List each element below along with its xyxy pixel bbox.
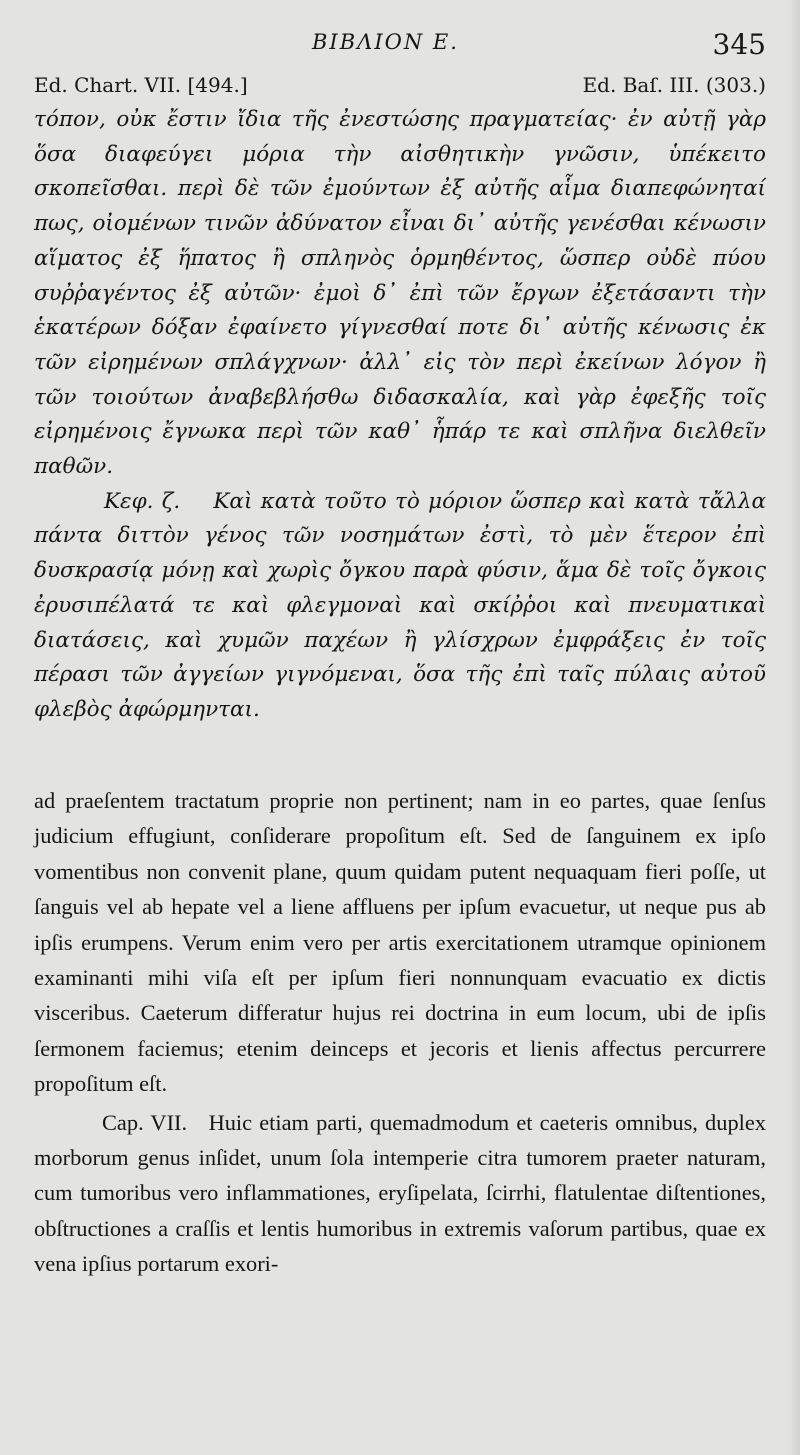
book-title: BIBΛΙΟΝ Ε. bbox=[312, 30, 459, 54]
running-header bbox=[0, 28, 800, 68]
greek-chapter-label: Κεφ. ζ. bbox=[104, 488, 181, 514]
greek-text-block bbox=[34, 103, 766, 728]
greek-paragraph: τόπον, οὐκ ἔστιν ἴδια τῆς ἐνεστώσης πραγματείας· ἐν αὐτῇ γὰρ ὅσα διαφεύγει μόρια τὴν αἰσθητικὴν γνῶσιν, ὑπέκειτο σκοπεῖσθαι. περὶ δὲ τῶν ἐμούντων ἐξ αὐτῆς αἷμα διαπεφώνηταί πως, οἰομένων τινῶν ἀδύνατον εἶναι δι᾽ αὐτῆς γενέσθαι κένωσιν αἵματος ἐξ ἥπατος ἢ σπληνὸς ὁρμηθέντος, ὥσπερ οὐδὲ πύου συῤῥαγέντος ἐξ αὐτῶν· ἐμοὶ δ᾽ ἐπὶ τῶν ἔργων ἐξετάσαντι τὴν ἑκατέρων δόξαν ἐφαίνετο γίγνεσθαί ποτε δι᾽ αὐτῆς κένωσις ἐκ τῶν εἰρημένων σπλάγχνων· ἀλλ᾽ εἰς τὸν περὶ ἐκείνων λόγον ἢ τῶν τοιούτων ἀναβεβλήσθω διδασκαλία, καὶ γὰρ ἐφεξῆς τοῖς εἰρημένοις ἔγνωκα περὶ τῶν καθ᾽ ἧπάρ τε καὶ σπλῆνα διελθεῖν παθῶν. bbox=[34, 107, 766, 480]
latin-chapter-paragraph bbox=[34, 1105, 766, 1282]
latin-chapter-text: Huic etiam parti, quemadmodum et caeteris omnibus, duplex morborum genus inſidet, unum ſola intemperie citra tumorem praeter naturam, cum tumoribus vero inflammationes, eryſipelata, ſcirrhi, flatulentae diſtentiones, obſtructiones a craſſis et lentis humoribus in extremis vaſorum partibus, quae ex vena ipſius portarum exori- bbox=[34, 1109, 766, 1277]
latin-chapter-label: Cap. VII. bbox=[102, 1109, 188, 1135]
latin-paragraph: ad praeſentem tractatum proprie non pertinent; nam in eo partes, quae ſenſus judicium effugiunt, conſiderare propoſitum eſt. Sed de ſanguinem ex ipſo vomentibus non convenit plane, quum quidam putent nequaquam fieri poſſe, ut ſanguis vel ab hepate vel a liene affluens per ipſum evacuetur, ut neque pus ab ipſis erumpens. Verum enim vero per artis exercitationem utramque opinionem examinanti mihi viſa eſt per ipſum fieri nonnunquam evacuatio ex dictis visceribus. Caeterum differatur hujus rei doctrina in eum locum, ubi de ipſis ſermonem faciemus; etenim deinceps et jecoris et lienis affectus percurrere propoſitum eſt. bbox=[34, 788, 766, 1097]
edition-chartier-ref: Ed. Chart. VII. [494.] bbox=[34, 73, 248, 97]
greek-chapter-text: Καὶ κατὰ τοῦτο τὸ μόριον ὥσπερ καὶ κατὰ τἄλλα πάντα διττὸν γένος τῶν νοσημάτων ἐστὶ, τὸ μὲν ἕτερον ἐπὶ δυσκρασίᾳ μόνῃ καὶ χωρὶς ὄγκου παρὰ φύσιν, ἅμα δὲ τοῖς ὄγκοις ἐρυσιπέλατά τε καὶ φλεγμοναὶ καὶ σκίῤῥοι καὶ πνευματικαὶ διατάσεις, καὶ χυμῶν παχέων ἢ γλίσχρων ἐμφράξεις ἐν τοῖς πέρασι τῶν ἀγγείων γιγνόμεναι, ὅσα τῆς ἐπὶ ταῖς πύλαις αὐτοῦ φλεβὸς ἀφώρμηνται. bbox=[34, 488, 766, 722]
edition-basel-ref: Ed. Baſ. III. (303.) bbox=[582, 73, 766, 97]
greek-chapter-paragraph bbox=[34, 485, 766, 728]
latin-text-block bbox=[34, 783, 766, 1282]
page-number: 345 bbox=[712, 28, 766, 61]
page-edge-shadow bbox=[788, 0, 800, 1455]
